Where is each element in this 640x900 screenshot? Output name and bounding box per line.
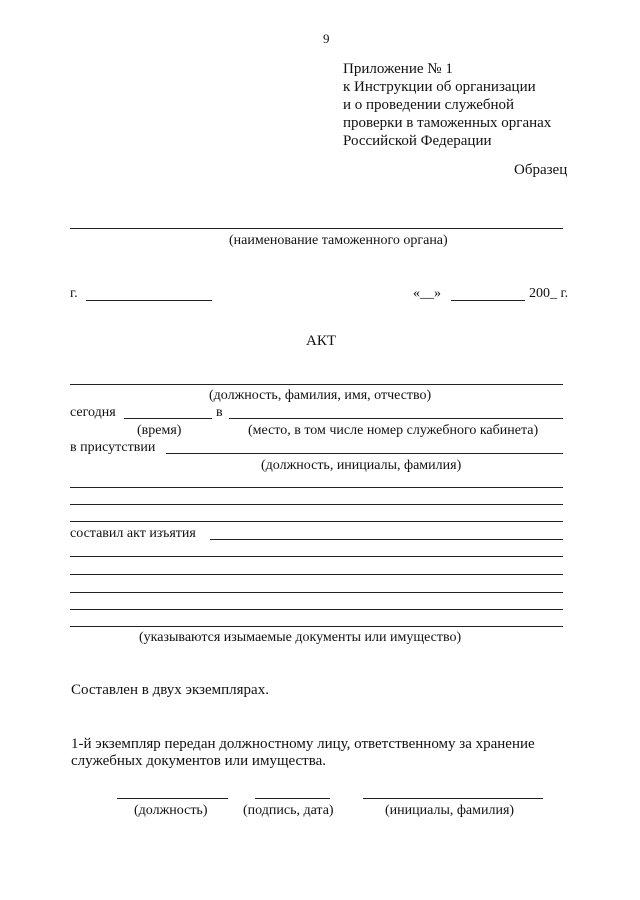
date-year-field[interactable]: 200_ г. bbox=[529, 286, 569, 301]
date-day-field[interactable]: «__» bbox=[413, 286, 441, 301]
seizure-label: составил акт изъятия bbox=[70, 526, 196, 541]
person-field[interactable] bbox=[70, 384, 563, 385]
items-line[interactable] bbox=[70, 574, 563, 575]
sample-label: Образец bbox=[514, 162, 568, 178]
appendix-line: к Инструкции об организации bbox=[343, 79, 536, 95]
appendix-line: проверки в таможенных органах bbox=[343, 115, 552, 131]
items-line[interactable] bbox=[70, 592, 563, 593]
appendix-line: и о проведении служебной bbox=[343, 97, 515, 113]
seizure-field[interactable] bbox=[210, 539, 563, 540]
presence-label: в присутствии bbox=[70, 440, 156, 455]
city-field[interactable] bbox=[86, 300, 212, 301]
appendix-header bbox=[343, 60, 551, 150]
organ-name-field[interactable] bbox=[70, 228, 563, 229]
time-field[interactable] bbox=[124, 418, 212, 419]
time-caption: (время) bbox=[137, 423, 182, 438]
items-line[interactable] bbox=[70, 556, 563, 557]
signature-caption: (подпись, дата) bbox=[243, 803, 334, 818]
position-signature-field[interactable] bbox=[117, 798, 228, 799]
copies-text: Составлен в двух экземплярах. bbox=[71, 682, 269, 698]
signature-field[interactable] bbox=[255, 798, 330, 799]
city-prefix: г. bbox=[70, 286, 78, 301]
items-line[interactable] bbox=[70, 609, 563, 610]
transfer-text-line2: служебных документов или имущества. bbox=[71, 753, 327, 769]
items-caption: (указываются изымаемые документы или имущество) bbox=[139, 630, 462, 645]
place-field[interactable] bbox=[229, 418, 563, 419]
document-title: АКТ bbox=[306, 333, 336, 349]
date-month-field[interactable] bbox=[451, 300, 525, 301]
today-label: сегодня bbox=[70, 405, 116, 420]
presence-field[interactable] bbox=[166, 453, 563, 454]
name-caption: (инициалы, фамилия) bbox=[385, 803, 515, 818]
in-label: в bbox=[216, 405, 223, 420]
blank-line[interactable] bbox=[70, 521, 563, 522]
page-number: 9 bbox=[323, 31, 330, 46]
organ-name-caption: (наименование таможенного органа) bbox=[229, 233, 448, 248]
blank-line[interactable] bbox=[70, 487, 563, 488]
presence-caption: (должность, инициалы, фамилия) bbox=[261, 458, 462, 473]
appendix-line: Приложение № 1 bbox=[343, 61, 453, 77]
blank-line[interactable] bbox=[70, 504, 563, 505]
items-line[interactable] bbox=[70, 626, 563, 627]
name-signature-field[interactable] bbox=[363, 798, 543, 799]
transfer-text-line1: 1-й экземпляр передан должностному лицу, ответственному за хранение bbox=[71, 736, 535, 752]
appendix-line: Российской Федерации bbox=[343, 133, 492, 149]
place-caption: (место, в том числе номер служебного кабинета) bbox=[248, 423, 539, 438]
person-caption: (должность, фамилия, имя, отчество) bbox=[209, 388, 432, 403]
position-caption: (должность) bbox=[134, 803, 208, 818]
